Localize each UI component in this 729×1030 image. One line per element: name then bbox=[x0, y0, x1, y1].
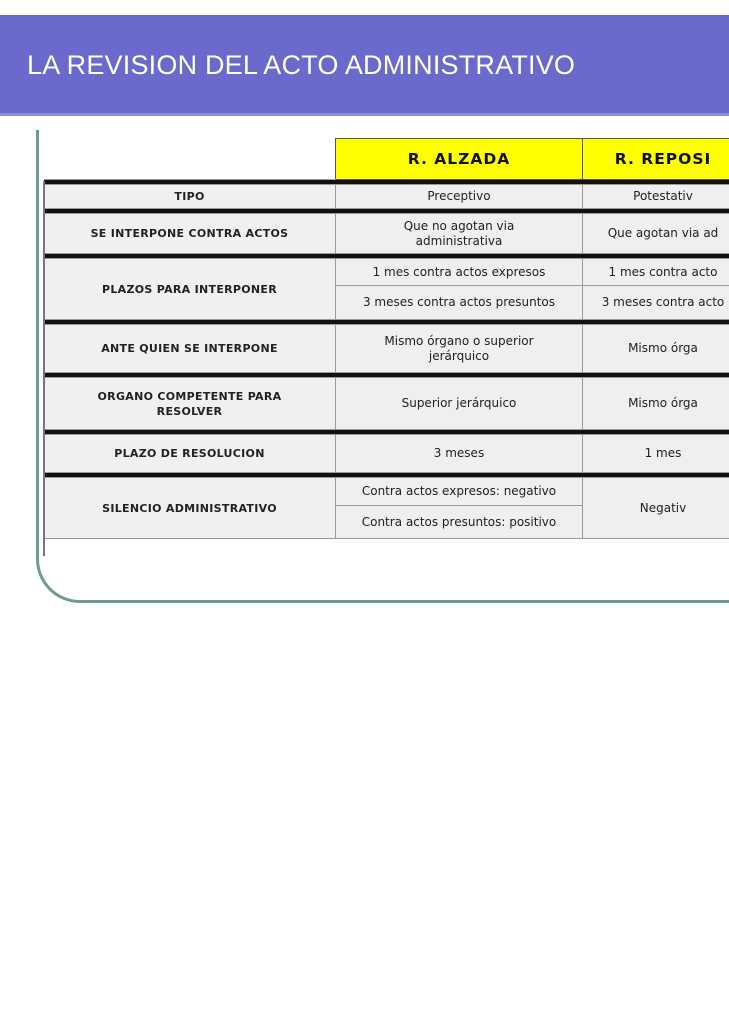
header-row bbox=[44, 139, 729, 180]
header-alzada: R. ALZADA bbox=[336, 139, 583, 180]
row-plazos-1 bbox=[44, 259, 729, 286]
plazos-alzada-1: 1 mes contra actos expresos bbox=[336, 259, 583, 286]
silencio-alzada-2: Contra actos presuntos: positivo bbox=[336, 506, 583, 539]
label-organo: ORGANO COMPETENTE PARA RESOLVER bbox=[44, 378, 336, 430]
header-empty-cell bbox=[44, 139, 336, 180]
label-plazos: PLAZOS PARA INTERPONER bbox=[44, 259, 336, 320]
interpone-reposicion: Que agotan via ad bbox=[583, 214, 729, 254]
label-tipo: TIPO bbox=[44, 185, 336, 209]
interpone-alzada: Que no agotan via administrativa bbox=[336, 214, 583, 254]
plazos-reposicion-1: 1 mes contra acto bbox=[583, 259, 729, 286]
label-silencio: SILENCIO ADMINISTRATIVO bbox=[44, 478, 336, 539]
table-left-edge bbox=[43, 181, 45, 556]
slide-title: LA REVISION DEL ACTO ADMINISTRATIVO bbox=[27, 50, 576, 80]
row-interpone bbox=[44, 214, 729, 254]
ante-quien-reposicion: Mismo órga bbox=[583, 325, 729, 373]
plazo-resolucion-reposicion: 1 mes bbox=[583, 435, 729, 473]
row-plazo-resolucion bbox=[44, 435, 729, 473]
plazos-reposicion-2: 3 meses contra acto bbox=[583, 286, 729, 320]
silencio-alzada-1: Contra actos expresos: negativo bbox=[336, 478, 583, 506]
title-underline bbox=[0, 113, 729, 116]
plazos-alzada-2: 3 meses contra actos presuntos bbox=[336, 286, 583, 320]
row-organo bbox=[44, 378, 729, 430]
row-tipo bbox=[44, 185, 729, 209]
ante-quien-alzada: Mismo órgano o superior jerárquico bbox=[336, 325, 583, 373]
row-ante-quien bbox=[44, 325, 729, 373]
organo-alzada: Superior jerárquico bbox=[336, 378, 583, 430]
comparison-table bbox=[43, 138, 729, 539]
silencio-reposicion: Negativ bbox=[583, 478, 729, 539]
header-reposicion: R. REPOSI bbox=[583, 139, 729, 180]
tipo-reposicion: Potestativ bbox=[583, 185, 729, 209]
tipo-alzada: Preceptivo bbox=[336, 185, 583, 209]
plazo-resolucion-alzada: 3 meses bbox=[336, 435, 583, 473]
row-silencio-1 bbox=[44, 478, 729, 506]
label-ante-quien: ANTE QUIEN SE INTERPONE bbox=[44, 325, 336, 373]
organo-reposicion: Mismo órga bbox=[583, 378, 729, 430]
label-plazo-resolucion: PLAZO DE RESOLUCION bbox=[44, 435, 336, 473]
label-interpone: SE INTERPONE CONTRA ACTOS bbox=[44, 214, 336, 254]
